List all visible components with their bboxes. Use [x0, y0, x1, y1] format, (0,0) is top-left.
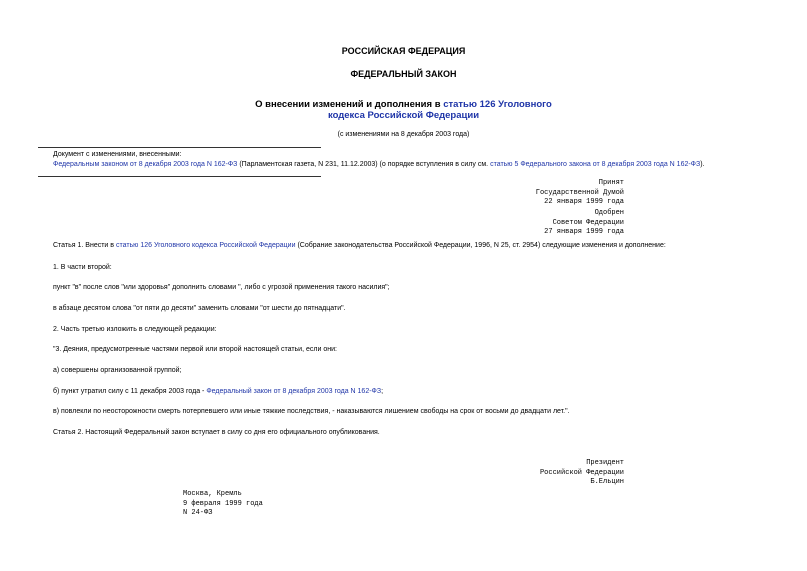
paragraph-3: в абзаце десятом слова "от пяти до десяти" заменить словами "от шести до пятнадцати".	[53, 305, 346, 312]
adoption-duma: Принят Государственной Думой 22 января 1999 года	[535, 179, 624, 207]
info-mid-text: (Парламентская газета, N 231, 11.12.2003) (о порядке вступления в силу см.	[237, 161, 491, 168]
info-bottom-divider	[38, 176, 321, 177]
paragraph-4: 2. Часть третью изложить в следующей редакции:	[53, 326, 217, 333]
paragraph-5: "3. Деяния, предусмотренные частями первой или второй настоящей статьи, если они:	[53, 346, 337, 353]
info-end-text: ).	[700, 161, 705, 168]
article-1-suffix: (Собрание законодательства Российской Федерации, 1996, N 25, ст. 2954) следующие изменения и дополнение:	[295, 242, 666, 249]
paragraph-1: 1. В части второй:	[53, 264, 112, 271]
info-label: Документ с изменениями, внесенными:	[53, 151, 182, 158]
law-type-heading: ФЕДЕРАЛЬНЫЙ ЗАКОН	[350, 69, 457, 79]
article-1-prefix: Статья 1. Внести в	[53, 242, 116, 249]
signature-block: Президент Российской Федерации Б.Ельцин	[539, 459, 624, 487]
paragraph-7-link[interactable]: Федеральный закон от 8 декабря 2003 года N 162-ФЗ	[206, 388, 382, 395]
law-title-link-line2[interactable]: кодекса Российской Федерации	[327, 110, 480, 121]
article-2: Статья 2. Настоящий Федеральный закон вступает в силу со дня его официального опубликования.	[53, 429, 380, 436]
article-1	[53, 242, 666, 249]
law-title-link[interactable]: статью 126 Уголовного	[443, 99, 552, 110]
paragraph-2: пункт "в" после слов "или здоровья" дополнить словами ", либо с угрозой применения такого насилия";	[53, 284, 390, 291]
law-title	[0, 99, 807, 121]
info-link-article[interactable]: статью 5 Федерального закона от 8 декабря 2003 года N 162-ФЗ	[490, 161, 701, 168]
info-link-law[interactable]: Федеральным законом от 8 декабря 2003 года N 162-ФЗ	[53, 161, 238, 168]
paragraph-7-prefix: б) пункт утратил силу с 11 декабря 2003 года -	[53, 388, 207, 395]
country-heading: РОССИЙСКАЯ ФЕДЕРАЦИЯ	[341, 46, 466, 56]
info-top-divider	[38, 147, 321, 148]
signing-place: Москва, Кремль 9 февраля 1999 года N 24-ФЗ	[183, 490, 263, 518]
paragraph-7	[53, 388, 383, 395]
amendment-note: (с изменениями на 8 декабря 2003 года)	[337, 131, 470, 138]
law-title-prefix: О внесении изменений и дополнения в	[255, 99, 444, 110]
paragraph-8: в) повлекли по неосторожности смерть потерпевшего или иные тяжкие последствия, - наказываются лишением свободы на срок от восьми до двадцати лет.".	[53, 408, 570, 415]
adoption-federation-council: Одобрен Советом Федерации 27 января 1999 года	[544, 209, 624, 237]
paragraph-7-suffix: ;	[381, 388, 384, 395]
paragraph-6: а) совершены организованной группой;	[53, 367, 182, 374]
info-links-line	[53, 160, 705, 169]
article-1-link[interactable]: статью 126 Уголовного кодекса Российской Федерации	[115, 242, 296, 249]
